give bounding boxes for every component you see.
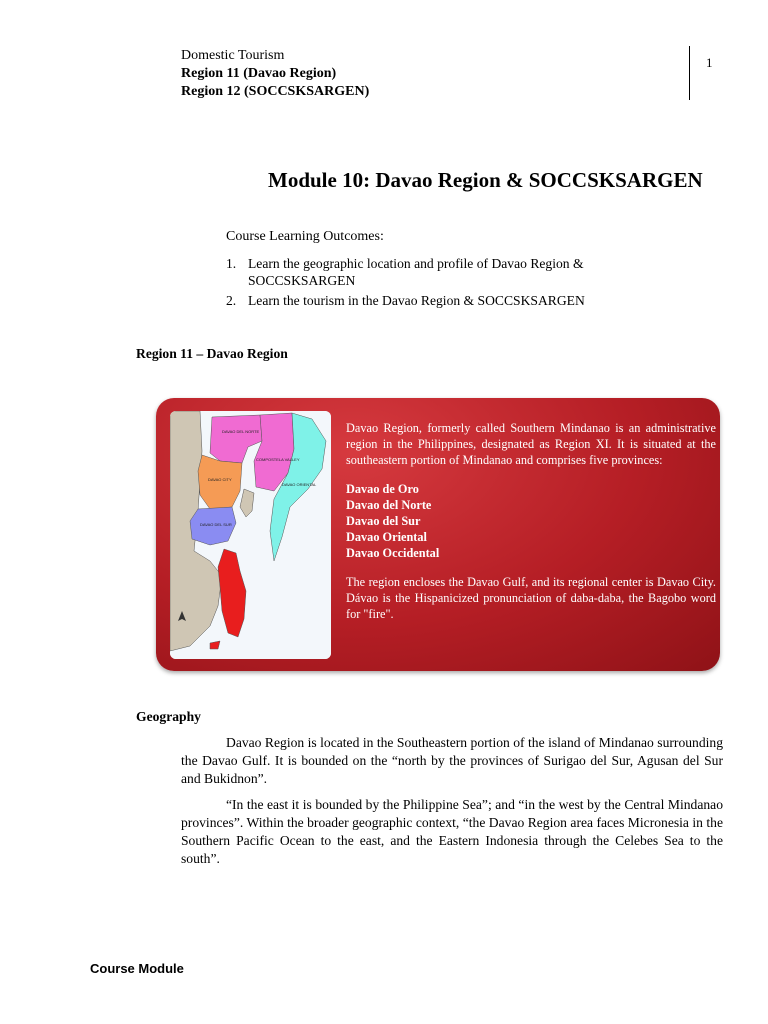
map-label-davao-city: DAVAO CITY: [208, 477, 232, 482]
map-graphic: [170, 411, 331, 659]
list-item: [226, 255, 676, 289]
banner-intro: Davao Region, formerly called Southern Mindanao is an administrative region in the Philippines, designated as Region XI. It is situated at the southeastern portion of Mindanao and comprises five provinces:: [346, 421, 716, 467]
province-item: Davao del Norte: [346, 498, 432, 512]
list-item-number: 2.: [226, 293, 237, 308]
banner-text: [346, 420, 716, 635]
header-divider: [689, 46, 690, 100]
page-number: 1: [706, 55, 713, 70]
doc-header-region11: Region 11 (Davao Region): [181, 66, 337, 81]
doc-header-region12: Region 12 (SOCCSKSARGEN): [181, 84, 370, 99]
outcomes-label: Course Learning Outcomes:: [226, 229, 384, 244]
region-info-banner: [156, 398, 720, 671]
geography-paragraph-2: [181, 796, 723, 868]
province-item: Davao Occidental: [346, 546, 440, 560]
footer-course-module: Course Module: [90, 961, 184, 976]
list-item-number: 1.: [226, 256, 237, 271]
banner-closing: The region encloses the Davao Gulf, and its regional center is Davao City. Dávao is the Hispanicized pronunciation of daba-daba, the Bagobo word for "fire".: [346, 575, 716, 621]
region-heading: Region 11 – Davao Region: [136, 346, 288, 361]
page-title: Module 10: Davao Region & SOCCSKSARGEN: [268, 168, 703, 192]
map-label-del-norte: DAVAO DEL NORTE: [222, 429, 260, 434]
geography-paragraph-2-text: “In the east it is bounded by the Philippine Sea”; and “in the west by the Central Mindanao provinces”. Within the broader geographic context, “the Davao Region area faces Micronesia in the Southern Pacific Ocean to the east, and the Eastern Indonesia through the Celebes Sea to the south”.: [181, 797, 723, 866]
davao-region-map: [170, 411, 331, 659]
geography-paragraph-1-text: Davao Region is located in the Southeastern portion of the island of Mindanao surrounding the Davao Gulf. It is bounded on the “north by the provinces of Surigao del Sur, Agusan del Sur and Bukidnon”.: [181, 735, 723, 786]
province-item: Davao de Oro: [346, 482, 419, 496]
list-item-text: Learn the geographic location and profile of Davao Region & SOCCSKSARGEN: [248, 256, 584, 288]
geography-heading: Geography: [136, 709, 201, 724]
outcomes-list: [226, 255, 676, 312]
map-label-oriental: DAVAO ORIENTAL: [282, 482, 317, 487]
map-label-del-sur: DAVAO DEL SUR: [200, 522, 232, 527]
doc-header-course: Domestic Tourism: [181, 48, 285, 63]
province-item: Davao del Sur: [346, 514, 421, 528]
map-label-compostela: COMPOSTELA VALLEY: [256, 457, 300, 462]
list-item: [226, 292, 676, 309]
province-item: Davao Oriental: [346, 530, 427, 544]
list-item-text: Learn the tourism in the Davao Region & SOCCSKSARGEN: [248, 293, 585, 308]
geography-paragraph-1: [181, 734, 723, 788]
province-list: [346, 481, 716, 561]
